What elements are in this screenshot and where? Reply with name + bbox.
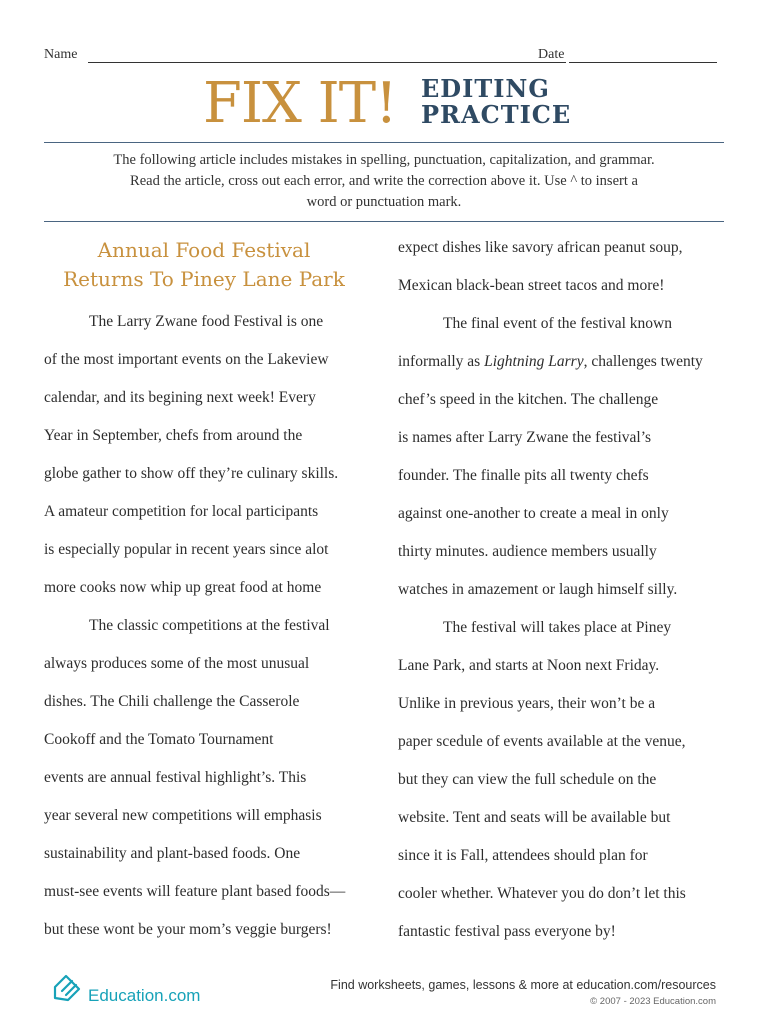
article-line: watches in amazement or laugh himself silly. bbox=[398, 581, 678, 598]
article-line: since it is Fall, attendees should plan for bbox=[398, 847, 648, 864]
article-line: Cookoff and the Tomato Tournament bbox=[44, 731, 274, 748]
article-line: A amateur competition for local participants bbox=[44, 503, 319, 520]
article-line: The festival will takes place at Piney bbox=[443, 619, 672, 636]
article-line: more cooks now whip up great food at home bbox=[44, 579, 322, 596]
instructions-line: The following article includes mistakes in spelling, punctuation, capitalization, and grammar. bbox=[113, 152, 655, 168]
article-line: dishes. The Chili challenge the Casserole bbox=[44, 693, 300, 710]
article-line: Year in September, chefs from around the bbox=[44, 427, 303, 444]
article-title-line: Annual Food Festival bbox=[97, 238, 311, 262]
article-line: founder. The finalle pits all twenty chefs bbox=[398, 467, 649, 484]
article-column-left bbox=[44, 236, 364, 949]
date-label: Date bbox=[538, 47, 565, 62]
footer-copyright: © 2007 - 2023 Education.com bbox=[590, 996, 716, 1007]
event-name-italic: Lightning Larry bbox=[484, 353, 584, 370]
article-line bbox=[398, 343, 724, 381]
title-subtitle bbox=[421, 76, 571, 128]
article-line: is names after Larry Zwane the festival’s bbox=[398, 429, 652, 446]
name-date-row bbox=[44, 47, 720, 67]
article-line: Lane Park, and starts at Noon next Friday. bbox=[398, 657, 660, 674]
name-write-line bbox=[88, 62, 566, 63]
article-title-line: Returns To Piney Lane Park bbox=[63, 267, 345, 291]
article-line: is especially popular in recent years since alot bbox=[44, 541, 329, 558]
title-main: FIX IT! bbox=[203, 71, 397, 136]
article-line: globe gather to show off they’re culinary skills. bbox=[44, 465, 339, 482]
pencil-logo-icon bbox=[52, 971, 84, 1003]
title-sub-line1: EDITING bbox=[421, 74, 550, 103]
article-text: informally as bbox=[398, 353, 481, 370]
article-line: must-see events will feature plant based foods— bbox=[44, 883, 346, 900]
article-line: against one-another to create a meal in only bbox=[398, 505, 669, 522]
title-sub-line2: PRACTICE bbox=[421, 100, 572, 129]
article-line: calendar, and its begining next week! Every bbox=[44, 389, 316, 406]
article-column-right bbox=[398, 229, 724, 951]
worksheet-title bbox=[0, 72, 768, 136]
article-line: fantastic festival pass everyone by! bbox=[398, 923, 616, 940]
article-line: sustainability and plant-based foods. One bbox=[44, 845, 301, 862]
article-line: The final event of the festival known bbox=[443, 315, 672, 332]
article-line: expect dishes like savory african peanut soup, bbox=[398, 239, 683, 256]
article-line: website. Tent and seats will be available but bbox=[398, 809, 671, 826]
article-title bbox=[44, 236, 364, 294]
article-line: The classic competitions at the festival bbox=[89, 617, 330, 634]
article-line: Unlike in previous years, their won’t be a bbox=[398, 695, 656, 712]
instructions bbox=[60, 150, 708, 213]
date-write-line bbox=[569, 62, 717, 63]
bottom-divider bbox=[44, 221, 724, 222]
article-line: chef’s speed in the kitchen. The challenge bbox=[398, 391, 659, 408]
article-line: but these wont be your mom’s veggie burgers! bbox=[44, 921, 332, 938]
instructions-line: word or punctuation mark. bbox=[306, 194, 462, 210]
article-line: but they can view the full schedule on the bbox=[398, 771, 657, 788]
article-line: The Larry Zwane food Festival is one bbox=[89, 313, 324, 330]
article-line: year several new competitions will emphasis bbox=[44, 807, 322, 824]
article-line: of the most important events on the Lakeview bbox=[44, 351, 329, 368]
article-line: events are annual festival highlight’s. This bbox=[44, 769, 307, 786]
footer-tagline: Find worksheets, games, lessons & more at education.com/resources bbox=[330, 978, 716, 992]
instructions-line: Read the article, cross out each error, and write the correction above it. Use ^ to insert a bbox=[130, 173, 638, 189]
top-divider bbox=[44, 142, 724, 143]
name-label: Name bbox=[44, 47, 78, 62]
logo-wordmark: Education.com bbox=[88, 986, 201, 1005]
article-line: thirty minutes. audience members usually bbox=[398, 543, 657, 560]
article-text: , challenges twenty bbox=[583, 353, 703, 370]
article-line: cooler whether. Whatever you do don’t let this bbox=[398, 885, 686, 902]
article-line: paper scedule of events available at the venue, bbox=[398, 733, 686, 750]
article-line: Mexican black-bean street tacos and more! bbox=[398, 277, 665, 294]
article-line: always produces some of the most unusual bbox=[44, 655, 310, 672]
